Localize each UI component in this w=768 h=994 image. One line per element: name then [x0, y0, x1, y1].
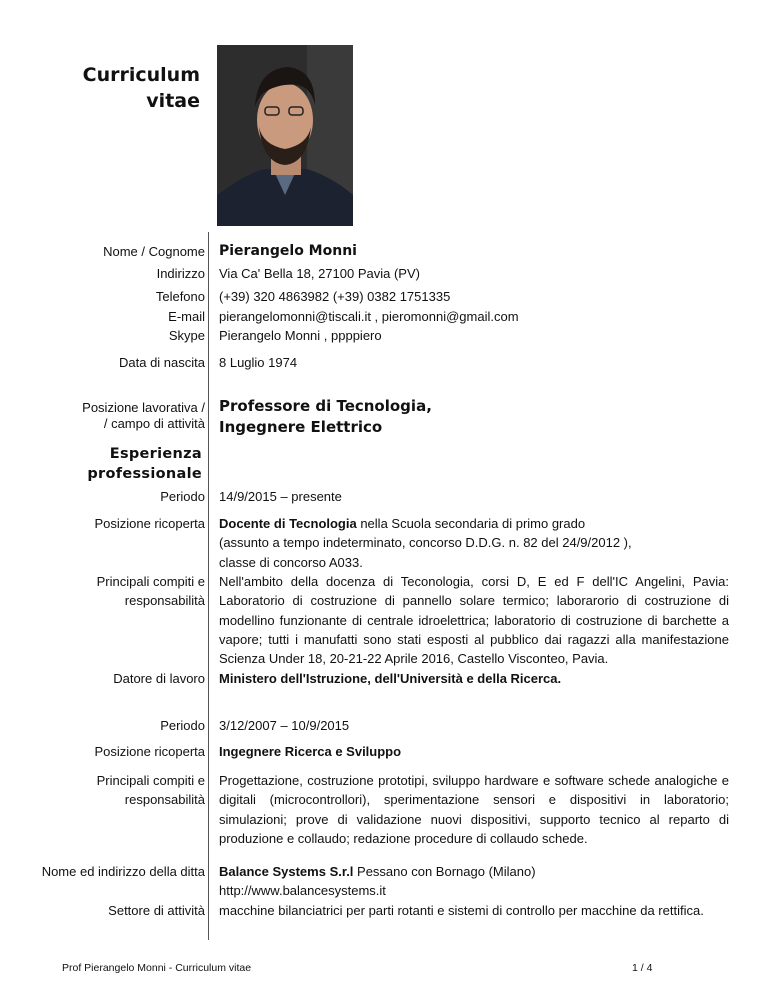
experience-heading-line1: Esperienza — [109, 446, 202, 462]
name-label: Nome / Cognome — [103, 244, 205, 259]
position-label-line1: Posizione lavorativa / — [82, 400, 205, 415]
job2-period-label: Periodo — [160, 718, 205, 733]
job2-duties-label-line2: responsabilità — [124, 792, 205, 807]
email-label: E-mail — [168, 309, 205, 324]
job1-duties: Nell'ambito della docenza di Teconologia, corsi D, E ed F dell'IC Angelini, Pavia: Laboratorio di costruzione di pannello solare termico; laborarorio di costruzione di modellino funzionante di centrale idroelettrica; laboratorio di costruzione di barchette a vapore; tutti i manufatti sono stati esposti al pubblico dai ragazzi alla manifestazione Scienza Under 18, 20-21-22 Aprile 2016, Castello Visconteo, Pavia. — [219, 574, 729, 667]
job1-period: 14/9/2015 – presente — [219, 489, 342, 504]
birth-label: Data di nascita — [119, 355, 205, 370]
phone: (+39) 320 4863982 (+39) 0382 1751335 — [219, 289, 451, 304]
job2-role: Ingegnere Ricerca e Sviluppo — [219, 744, 402, 759]
job2-company — [219, 862, 729, 901]
birth-date: 8 Luglio 1974 — [219, 355, 298, 370]
job1-role-line2: (assunto a tempo indeterminato, concorso D.D.G. n. 82 del 24/9/2012 ), — [219, 535, 632, 551]
cv-title-line2: vitae — [146, 90, 200, 112]
experience-heading-line2: professionale — [87, 466, 202, 482]
job1-employer-label: Datore di lavoro — [113, 671, 205, 686]
job2-role-label: Posizione ricoperta — [94, 744, 205, 759]
position-label-line2: / campo di attività — [103, 416, 205, 431]
job2-duties: Progettazione, costruzione prototipi, sviluppo hardware e software schede analogiche e digitali (microcontrollori), sperimentazione sensori e dispositivi in laboratorio; simulazioni; prove di validazione nuovi dispositivi, supporto tecnico al reparto di produzione e collaudo; redazione procedure di collaudo schede. — [219, 773, 729, 846]
job2-period: 3/12/2007 – 10/9/2015 — [219, 718, 350, 733]
job1-role — [219, 514, 729, 572]
profile-photo — [217, 45, 353, 226]
cv-title — [40, 62, 200, 114]
address-label: Indirizzo — [156, 266, 205, 281]
job2-company-line1 — [219, 862, 729, 881]
job1-role-line3: classe di concorso A033. — [219, 554, 363, 570]
job1-duties-label-line1: Principali compiti e — [96, 574, 205, 589]
skype: Pierangelo Monni , ppppiero — [219, 328, 382, 343]
email: pierangelomonni@tiscali.it , pieromonni@gmail.com — [219, 309, 519, 324]
job2-company-website: http://www.balancesystems.it — [219, 883, 386, 899]
job1-role-line1 — [219, 514, 729, 533]
column-divider — [208, 232, 209, 940]
job1-role-label: Posizione ricoperta — [94, 516, 205, 531]
footer-text: Prof Pierangelo Monni - Curriculum vitae — [62, 962, 252, 974]
position-line2: Ingegnere Elettrico — [219, 418, 383, 436]
position-line1: Professore di Tecnologia, — [219, 397, 432, 415]
full-name: Pierangelo Monni — [219, 243, 357, 259]
page-number: 1 / 4 — [632, 962, 653, 974]
job1-period-label: Periodo — [160, 489, 205, 504]
job2-sector-label: Settore di attività — [108, 903, 205, 918]
job2-company-name: Balance Systems S.r.l — [219, 864, 354, 879]
job2-sector: macchine bilanciatrici per parti rotanti e sistemi di controllo per macchine da rettifica. — [219, 903, 704, 918]
job1-employer: Ministero dell'Istruzione, dell'Università e della Ricerca. — [219, 671, 562, 686]
job1-role-title: Docente di Tecnologia — [219, 516, 357, 531]
job2-company-label: Nome ed indirizzo della ditta — [41, 864, 205, 879]
cv-title-line1: Curriculum — [82, 64, 200, 86]
job2-company-location: Pessano con Bornago (Milano) — [353, 864, 536, 879]
skype-label: Skype — [168, 328, 205, 343]
phone-label: Telefono — [155, 289, 205, 304]
job1-duties-label-line2: responsabilità — [124, 593, 205, 608]
job1-role-school: nella Scuola secondaria di primo grado — [356, 516, 586, 531]
position-title — [219, 396, 729, 438]
address: Via Ca' Bella 18, 27100 Pavia (PV) — [219, 266, 420, 281]
experience-heading — [12, 444, 202, 484]
job2-duties-label-line1: Principali compiti e — [96, 773, 205, 788]
